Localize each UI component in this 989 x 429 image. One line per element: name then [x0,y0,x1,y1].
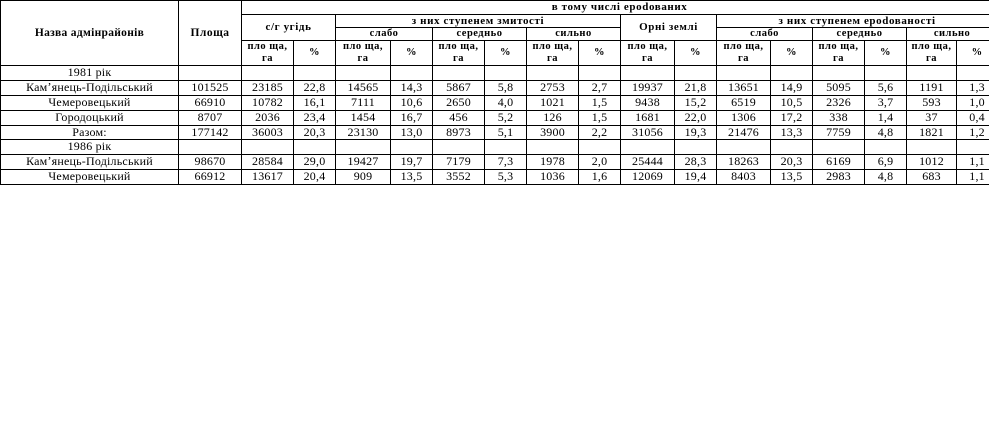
cell-value: 683 [907,170,957,185]
cell-value: 2983 [813,170,865,185]
cell-value: 14565 [336,81,391,96]
cell-value: 5,2 [485,110,527,125]
cell-value: 18263 [717,155,771,170]
cell-value: 1,3 [957,81,989,96]
header-row-1 [1,1,989,15]
cell-value [391,140,433,155]
header-arable-percent: % [675,41,717,66]
cell-value: 1021 [527,96,579,111]
header-washout-medium-area: пло ща, га [433,41,485,66]
cell-value [675,66,717,81]
cell-value: 19937 [621,81,675,96]
cell-value: 12069 [621,170,675,185]
cell-value [485,140,527,155]
cell-value [294,140,336,155]
cell-value: 2326 [813,96,865,111]
cell-value: 2753 [527,81,579,96]
cell-value: 25444 [621,155,675,170]
table-row [1,96,989,111]
cell-value: 4,0 [485,96,527,111]
header-erosion-weak-area: пло ща, га [717,41,771,66]
cell-value: 21476 [717,125,771,140]
cell-value: 20,3 [294,125,336,140]
cell-value: 37 [907,110,957,125]
cell-value: 21,8 [675,81,717,96]
cell-value: 3900 [527,125,579,140]
table-row [1,155,989,170]
table-body [1,66,989,184]
cell-value: 6,9 [865,155,907,170]
cell-value: 6519 [717,96,771,111]
cell-value: 1306 [717,110,771,125]
cell-value: 23,4 [294,110,336,125]
cell-value: 1,1 [957,170,989,185]
cell-value [957,66,989,81]
cell-value [336,66,391,81]
header-washout-strong-area: пло ща, га [527,41,579,66]
cell-value: 10,6 [391,96,433,111]
header-erosion-weak-percent: % [771,41,813,66]
table-row [1,170,989,185]
cell-value [242,66,294,81]
row-label: 1981 рік [1,66,179,81]
cell-value: 5,8 [485,81,527,96]
table-row [1,125,989,140]
header-washout-weak-percent: % [391,41,433,66]
header-erosion-degree: з них ступенем ерodованості [717,14,989,28]
cell-value [579,140,621,155]
header-farmland-area: пло ща, га [242,41,294,66]
cell-value: 9438 [621,96,675,111]
cell-value: 5095 [813,81,865,96]
cell-value: 10,5 [771,96,813,111]
header-farmland: с/г угідь [242,14,336,41]
cell-value: 3,7 [865,96,907,111]
cell-value: 13,5 [771,170,813,185]
cell-value: 4,8 [865,125,907,140]
cell-value: 7179 [433,155,485,170]
header-washout-weak: слабо [336,28,433,41]
row-label: Камʼянець-Подільський [1,155,179,170]
cell-value [433,66,485,81]
cell-value: 36003 [242,125,294,140]
cell-value: 13,3 [771,125,813,140]
cell-value: 19,3 [675,125,717,140]
cell-value: 338 [813,110,865,125]
cell-value: 31056 [621,125,675,140]
header-area: Площа [179,1,242,66]
cell-value: 2036 [242,110,294,125]
table-section-row [1,66,989,81]
cell-value: 19427 [336,155,391,170]
cell-value [621,140,675,155]
cell-value: 19,4 [675,170,717,185]
cell-value: 8707 [179,110,242,125]
header-region: Назва адмінрайонів [1,1,179,66]
cell-value: 10782 [242,96,294,111]
cell-value: 5,1 [485,125,527,140]
cell-value: 5,3 [485,170,527,185]
cell-value [675,140,717,155]
cell-value: 17,2 [771,110,813,125]
cell-value: 22,8 [294,81,336,96]
cell-value [717,66,771,81]
table-header [1,1,989,66]
row-label: Чемеровецький [1,96,179,111]
cell-value: 1,5 [579,96,621,111]
cell-value: 66910 [179,96,242,111]
cell-value: 66912 [179,170,242,185]
cell-value: 22,0 [675,110,717,125]
cell-value [957,140,989,155]
cell-value: 1,6 [579,170,621,185]
header-erosion-strong-area: пло ща, га [907,41,957,66]
cell-value: 3552 [433,170,485,185]
cell-value: 13,0 [391,125,433,140]
cell-value [907,66,957,81]
row-label: Камʼянець-Подільський [1,81,179,96]
cell-value: 28,3 [675,155,717,170]
header-erosion-medium-area: пло ща, га [813,41,865,66]
cell-value: 0,4 [957,110,989,125]
cell-value: 1978 [527,155,579,170]
cell-value: 1,2 [957,125,989,140]
cell-value: 1,4 [865,110,907,125]
cell-value: 909 [336,170,391,185]
cell-value [907,140,957,155]
cell-value [179,66,242,81]
cell-value [433,140,485,155]
cell-value [294,66,336,81]
cell-value: 2,0 [579,155,621,170]
header-arable: Орні землі [621,14,717,41]
cell-value: 5,6 [865,81,907,96]
header-erosion-strong: сильно [907,28,989,41]
cell-value: 13651 [717,81,771,96]
cell-value: 98670 [179,155,242,170]
cell-value: 1,1 [957,155,989,170]
cell-value: 29,0 [294,155,336,170]
table-row [1,81,989,96]
cell-value: 19,7 [391,155,433,170]
cell-value [179,140,242,155]
header-washout-medium-percent: % [485,41,527,66]
cell-value: 1012 [907,155,957,170]
row-label: Разом: [1,125,179,140]
header-erosion-strong-percent: % [957,41,989,66]
cell-value: 4,8 [865,170,907,185]
cell-value: 1821 [907,125,957,140]
header-washout-weak-area: пло ща, га [336,41,391,66]
cell-value: 7,3 [485,155,527,170]
table-section-row [1,140,989,155]
cell-value: 16,7 [391,110,433,125]
header-farmland-percent: % [294,41,336,66]
cell-value: 23185 [242,81,294,96]
cell-value [336,140,391,155]
cell-value: 7111 [336,96,391,111]
cell-value: 20,4 [294,170,336,185]
header-erosion-weak: слабо [717,28,813,41]
cell-value: 16,1 [294,96,336,111]
cell-value: 1036 [527,170,579,185]
cell-value [865,66,907,81]
cell-value: 2,7 [579,81,621,96]
header-erosion-medium-percent: % [865,41,907,66]
cell-value [527,66,579,81]
cell-value: 8403 [717,170,771,185]
cell-value: 101525 [179,81,242,96]
cell-value: 1,5 [579,110,621,125]
cell-value: 14,3 [391,81,433,96]
cell-value [813,66,865,81]
cell-value: 593 [907,96,957,111]
cell-value [485,66,527,81]
cell-value: 126 [527,110,579,125]
cell-value: 23130 [336,125,391,140]
cell-value [771,66,813,81]
cell-value [865,140,907,155]
cell-value: 8973 [433,125,485,140]
header-washout-medium: середньо [433,28,527,41]
cell-value: 14,9 [771,81,813,96]
cell-value: 13617 [242,170,294,185]
table-row [1,110,989,125]
cell-value: 177142 [179,125,242,140]
header-including-eroded: в тому числі ерodованих [242,1,989,15]
cell-value: 13,5 [391,170,433,185]
cell-value: 28584 [242,155,294,170]
header-erosion-medium: середньо [813,28,907,41]
cell-value: 1,0 [957,96,989,111]
erosion-statistics-table [0,0,989,185]
cell-value: 6169 [813,155,865,170]
row-label: 1986 рік [1,140,179,155]
header-washout-strong-percent: % [579,41,621,66]
header-washout-degree: з них ступенем змитості [336,14,621,28]
cell-value: 2650 [433,96,485,111]
cell-value [813,140,865,155]
header-washout-strong: сильно [527,28,621,41]
cell-value [391,66,433,81]
cell-value: 1681 [621,110,675,125]
header-arable-area: пло ща, га [621,41,675,66]
cell-value: 20,3 [771,155,813,170]
cell-value [717,140,771,155]
cell-value: 2,2 [579,125,621,140]
cell-value [527,140,579,155]
cell-value: 456 [433,110,485,125]
cell-value: 7759 [813,125,865,140]
cell-value: 5867 [433,81,485,96]
cell-value [771,140,813,155]
row-label: Городоцький [1,110,179,125]
cell-value [579,66,621,81]
cell-value [621,66,675,81]
cell-value: 15,2 [675,96,717,111]
cell-value [242,140,294,155]
cell-value: 1191 [907,81,957,96]
cell-value: 1454 [336,110,391,125]
row-label: Чемеровецький [1,170,179,185]
